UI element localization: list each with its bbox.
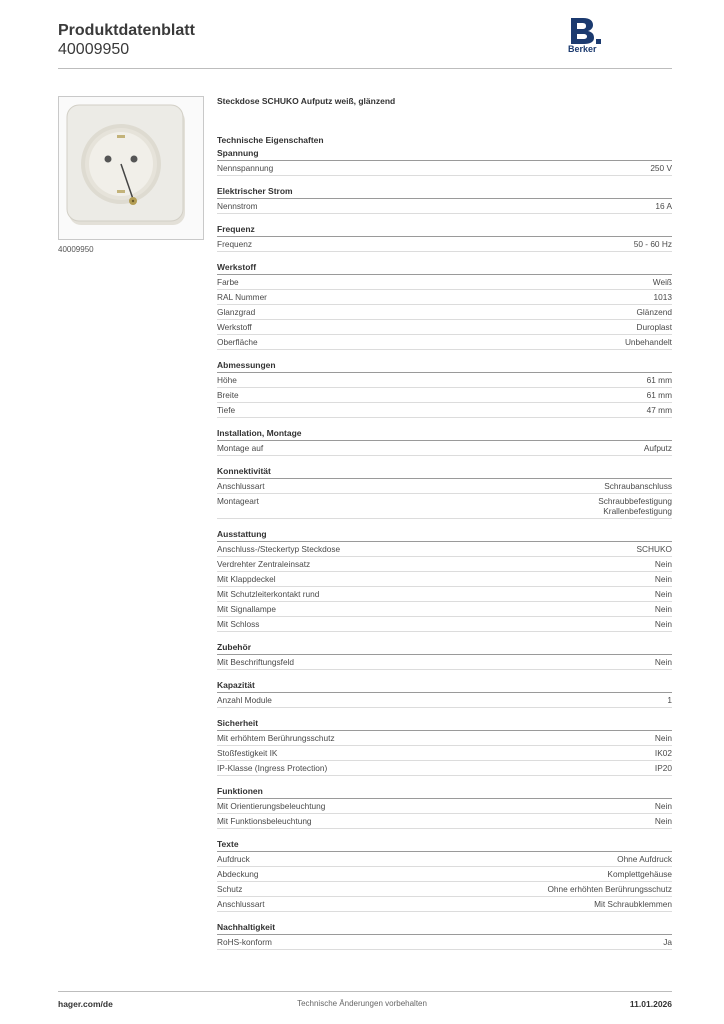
spec-value xyxy=(598,496,672,516)
spec-label: Mit Funktionsbeleuchtung xyxy=(217,816,312,826)
spec-value-line: 250 V xyxy=(650,163,672,173)
spec-label: Schutz xyxy=(217,884,243,894)
spec-value-line: Glänzend xyxy=(636,307,672,317)
spec-label: Anschlussart xyxy=(217,481,265,491)
spec-label: Mit erhöhtem Berührungsschutz xyxy=(217,733,335,743)
spec-value xyxy=(655,733,672,743)
spec-row xyxy=(217,761,672,776)
spec-value xyxy=(655,763,672,773)
section-title: Texte xyxy=(217,839,672,852)
spec-value-line: Aufputz xyxy=(643,443,672,453)
spec-section xyxy=(217,642,672,670)
spec-row xyxy=(217,441,672,456)
spec-value xyxy=(655,604,672,614)
spec-value xyxy=(650,163,672,173)
spec-label: Mit Signallampe xyxy=(217,604,277,614)
spec-section xyxy=(217,148,672,176)
spec-value-line: 16 A xyxy=(655,201,672,211)
spec-label: RAL Nummer xyxy=(217,292,267,302)
spec-value-line: Nein xyxy=(654,589,672,599)
spec-row xyxy=(217,542,672,557)
spec-section xyxy=(217,680,672,708)
section-title: Ausstattung xyxy=(217,529,672,542)
spec-value xyxy=(655,619,672,629)
spec-value xyxy=(663,937,672,947)
spec-value-line: Duroplast xyxy=(636,322,672,332)
spec-value-line: 47 mm xyxy=(646,405,672,415)
spec-row xyxy=(217,731,672,746)
spec-content xyxy=(217,96,672,950)
spec-row xyxy=(217,373,672,388)
spec-label: Nennspannung xyxy=(217,163,274,173)
spec-value-line: Schraubbefestigung xyxy=(598,496,672,506)
spec-value xyxy=(655,801,672,811)
spec-value-line: Mit Schraubklemmen xyxy=(594,899,672,909)
spec-value-line: Weiß xyxy=(652,277,672,287)
spec-value xyxy=(636,322,672,332)
spec-row xyxy=(217,161,672,176)
spec-label: Anschlussart xyxy=(217,899,265,909)
spec-label: Farbe xyxy=(217,277,239,287)
spec-value xyxy=(647,405,672,415)
spec-label: Verdrehter Zentraleinsatz xyxy=(217,559,311,569)
spec-value-line: Nein xyxy=(654,619,672,629)
spec-row xyxy=(217,557,672,572)
footer-notice: Technische Änderungen vorbehalten xyxy=(297,999,427,1008)
spec-value xyxy=(653,277,672,287)
spec-row xyxy=(217,693,672,708)
spec-row xyxy=(217,290,672,305)
spec-label: Mit Schutzleiterkontakt rund xyxy=(217,589,320,599)
spec-value-line: Nein xyxy=(654,604,672,614)
spec-row xyxy=(217,897,672,912)
spec-value xyxy=(655,657,672,667)
spec-value xyxy=(607,869,672,879)
spec-label: Anzahl Module xyxy=(217,695,272,705)
spec-row xyxy=(217,305,672,320)
tech-properties-heading: Technische Eigenschaften xyxy=(217,135,324,145)
spec-label: RoHS-konform xyxy=(217,937,272,947)
image-caption: 40009950 xyxy=(58,245,94,254)
spec-label: Breite xyxy=(217,390,239,400)
spec-label: Anschluss-/Steckertyp Steckdose xyxy=(217,544,341,554)
spec-row xyxy=(217,867,672,882)
spec-row xyxy=(217,935,672,950)
article-number: 40009950 xyxy=(58,41,130,58)
spec-section xyxy=(217,839,672,912)
spec-value xyxy=(637,544,673,554)
spec-value-line: 50 - 60 Hz xyxy=(633,239,672,249)
spec-row xyxy=(217,237,672,252)
spec-row xyxy=(217,479,672,494)
page-title: Produktdatenblatt xyxy=(58,22,195,39)
brand-name: Berker xyxy=(568,44,597,54)
spec-value-line: Unbehandelt xyxy=(624,337,672,347)
spec-row xyxy=(217,602,672,617)
spec-value-line: 1013 xyxy=(653,292,672,302)
section-title: Frequenz xyxy=(217,224,672,237)
spec-value-line: Nein xyxy=(654,574,672,584)
spec-value-line: Ohne erhöhten Berührungsschutz xyxy=(547,884,672,894)
spec-value-line: Komplettgehäuse xyxy=(607,869,672,879)
section-title: Sicherheit xyxy=(217,718,672,731)
spec-row xyxy=(217,587,672,602)
spec-value xyxy=(644,443,672,453)
spec-value xyxy=(655,201,672,211)
spec-value xyxy=(647,390,672,400)
section-title: Installation, Montage xyxy=(217,428,672,441)
spec-label: Abdeckung xyxy=(217,869,259,879)
section-title: Zubehör xyxy=(217,642,672,655)
spec-row xyxy=(217,617,672,632)
spec-row xyxy=(217,320,672,335)
spec-section xyxy=(217,360,672,418)
spec-section xyxy=(217,262,672,350)
spec-value xyxy=(655,816,672,826)
spec-value xyxy=(667,695,672,705)
spec-section xyxy=(217,922,672,950)
spec-value-line: 1 xyxy=(667,695,672,705)
footer-website[interactable]: hager.com/de xyxy=(58,999,113,1009)
spec-row xyxy=(217,275,672,290)
section-title: Kapazität xyxy=(217,680,672,693)
spec-value xyxy=(634,239,672,249)
section-title: Spannung xyxy=(217,148,672,161)
spec-label: Frequenz xyxy=(217,239,253,249)
spec-value xyxy=(655,559,672,569)
spec-value-line: Nein xyxy=(654,733,672,743)
spec-label: Höhe xyxy=(217,375,237,385)
spec-row xyxy=(217,746,672,761)
spec-value-line: Ohne Aufdruck xyxy=(617,854,672,864)
section-title: Elektrischer Strom xyxy=(217,186,672,199)
spec-label: Tiefe xyxy=(217,405,236,415)
spec-label: Mit Orientierungsbeleuchtung xyxy=(217,801,326,811)
spec-value xyxy=(625,337,672,347)
spec-row xyxy=(217,388,672,403)
spec-value-line: Nein xyxy=(654,816,672,826)
spec-value xyxy=(647,375,672,385)
spec-value xyxy=(655,589,672,599)
page-header xyxy=(58,21,195,59)
spec-value-line: Krallenbefestigung xyxy=(603,506,672,516)
footer-date: 11.01.2026 xyxy=(629,999,672,1009)
spec-section xyxy=(217,718,672,776)
spec-sections xyxy=(217,148,672,950)
spec-label: Montage auf xyxy=(217,443,264,453)
spec-row xyxy=(217,852,672,867)
spec-label: Montageart xyxy=(217,496,259,506)
spec-section xyxy=(217,786,672,829)
spec-row xyxy=(217,199,672,214)
section-title: Konnektivität xyxy=(217,466,672,479)
spec-section xyxy=(217,186,672,214)
spec-row xyxy=(217,882,672,897)
footer-divider xyxy=(58,991,672,992)
spec-row xyxy=(217,403,672,418)
spec-value-line: Nein xyxy=(654,657,672,667)
spec-label: Glanzgrad xyxy=(217,307,256,317)
spec-value-line: Ja xyxy=(663,937,672,947)
spec-value xyxy=(617,854,672,864)
section-title: Werkstoff xyxy=(217,262,672,275)
spec-section xyxy=(217,466,672,519)
spec-value xyxy=(655,748,672,758)
spec-value-line: Nein xyxy=(654,559,672,569)
spec-row xyxy=(217,335,672,350)
spec-row xyxy=(217,494,672,519)
spec-label: Mit Schloss xyxy=(217,619,260,629)
spec-value-line: IP20 xyxy=(654,763,672,773)
spec-label: Mit Klappdeckel xyxy=(217,574,276,584)
spec-label: Stoßfestigkeit IK xyxy=(217,748,278,758)
spec-value xyxy=(604,481,672,491)
product-title: Steckdose SCHUKO Aufputz weiß, glänzend xyxy=(217,96,396,106)
spec-value xyxy=(636,307,672,317)
spec-section xyxy=(217,224,672,252)
spec-label: Nennstrom xyxy=(217,201,258,211)
spec-label: Oberfläche xyxy=(217,337,258,347)
spec-row xyxy=(217,655,672,670)
spec-label: IP-Klasse (Ingress Protection) xyxy=(217,763,328,773)
spec-value-line: 61 mm xyxy=(646,390,672,400)
header-divider xyxy=(58,68,672,69)
section-title: Funktionen xyxy=(217,786,672,799)
spec-section xyxy=(217,529,672,632)
spec-value-line: Schraubanschluss xyxy=(604,481,672,491)
spec-label: Werkstoff xyxy=(217,322,252,332)
socket-illustration xyxy=(59,97,203,239)
spec-value xyxy=(654,292,672,302)
spec-value-line: SCHUKO xyxy=(636,544,672,554)
section-title: Nachhaltigkeit xyxy=(217,922,672,935)
spec-value xyxy=(547,884,672,894)
product-image xyxy=(58,96,204,240)
spec-value-line: Nein xyxy=(654,801,672,811)
spec-value-line: IK02 xyxy=(654,748,672,758)
spec-value-line: 61 mm xyxy=(646,375,672,385)
spec-row xyxy=(217,814,672,829)
section-title: Abmessungen xyxy=(217,360,672,373)
spec-section xyxy=(217,428,672,456)
spec-label: Mit Beschriftungsfeld xyxy=(217,657,295,667)
spec-row xyxy=(217,572,672,587)
spec-value xyxy=(655,574,672,584)
spec-row xyxy=(217,799,672,814)
spec-value xyxy=(594,899,672,909)
spec-label: Aufdruck xyxy=(217,854,250,864)
